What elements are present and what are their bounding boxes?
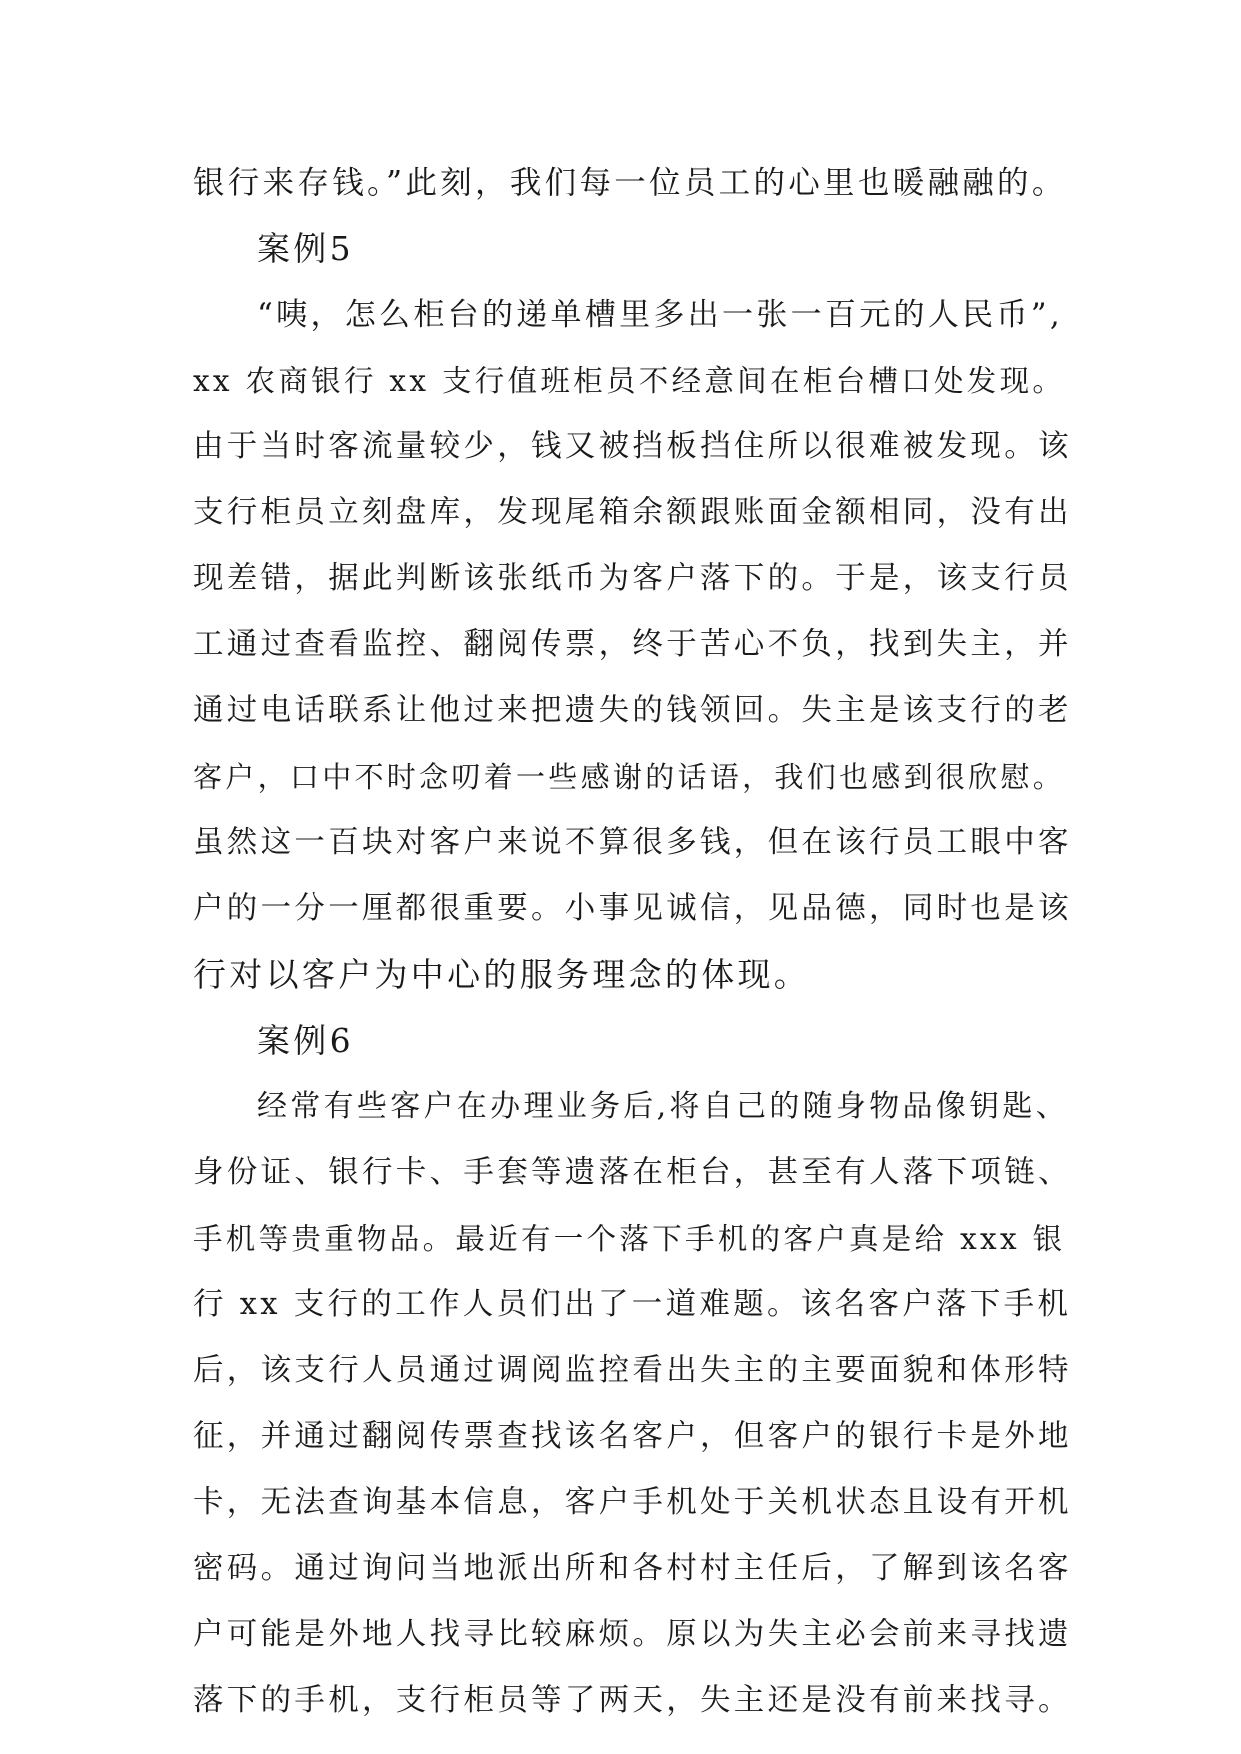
text-line: 户可能是外地人找寻比较麻烦。原以为失主必会前来寻找遗: [193, 1617, 1072, 1652]
text-line: 客户，口中不时念叨着一些感谢的话语，我们也感到很欣慰。: [193, 760, 1066, 794]
text-line: xx 农商银行 xx 支行值班柜员不经意间在柜台槽口处发现。: [193, 364, 1066, 398]
text-line: 户的一分一厘都很重要。小事见诚信，见品德，同时也是该: [193, 891, 1072, 926]
text-line: 银行来存钱。”此刻，我们每一位员工的心里也暖融融的。: [193, 165, 1067, 201]
text-line: 密码。通过询问当地派出所和各村村主任后，了解到该名客: [193, 1551, 1072, 1586]
text-line: 行 xx 支行的工作人员们出了一道难题。该名客户落下手机: [193, 1287, 1072, 1322]
text-line: 手机等贵重物品。最近有一个落下手机的客户真是给 xxx 银: [193, 1222, 1066, 1256]
text-line: 现差错，据此判断该张纸币为客户落下的。于是，该支行员: [193, 561, 1072, 596]
text-line: 落下的手机，支行柜员等了两天，失主还是没有前来找寻。: [193, 1683, 1072, 1718]
case-heading: 案例6: [257, 1021, 354, 1060]
text-line: 卡，无法查询基本信息，客户手机处于关机状态且设有开机: [193, 1485, 1072, 1520]
text-line: 由于当时客流量较少，钱又被挡板挡住所以很难被发现。该: [193, 429, 1072, 464]
text-line: 通过电话联系让他过来把遗失的钱领回。失主是该支行的老: [193, 693, 1072, 728]
document-body: [193, 155, 1073, 1739]
text-line: “咦，怎么柜台的递单槽里多出一张一百元的人民币”,: [257, 297, 1064, 333]
case-heading: 案例5: [257, 229, 354, 268]
text-line: 身份证、银行卡、手套等遗落在柜台，甚至有人落下项链、: [193, 1155, 1072, 1190]
text-line: 后，该支行人员通过调阅监控看出失主的主要面貌和体形特: [193, 1353, 1072, 1388]
text-line: 征，并通过翻阅传票查找该名客户，但客户的银行卡是外地: [193, 1419, 1072, 1454]
text-line: 支行柜员立刻盘库，发现尾箱余额跟账面金额相同，没有出: [193, 495, 1072, 530]
text-line: 经常有些客户在办理业务后,将自己的随身物品像钥匙、: [257, 1089, 1070, 1124]
text-line: 虽然这一百块对客户来说不算很多钱，但在该行员工眼中客: [193, 825, 1072, 860]
text-line: 工通过查看监控、翻阅传票，终于苦心不负，找到失主，并: [193, 627, 1072, 662]
text-line: 行对以客户为中心的服务理念的体现。: [193, 955, 811, 994]
